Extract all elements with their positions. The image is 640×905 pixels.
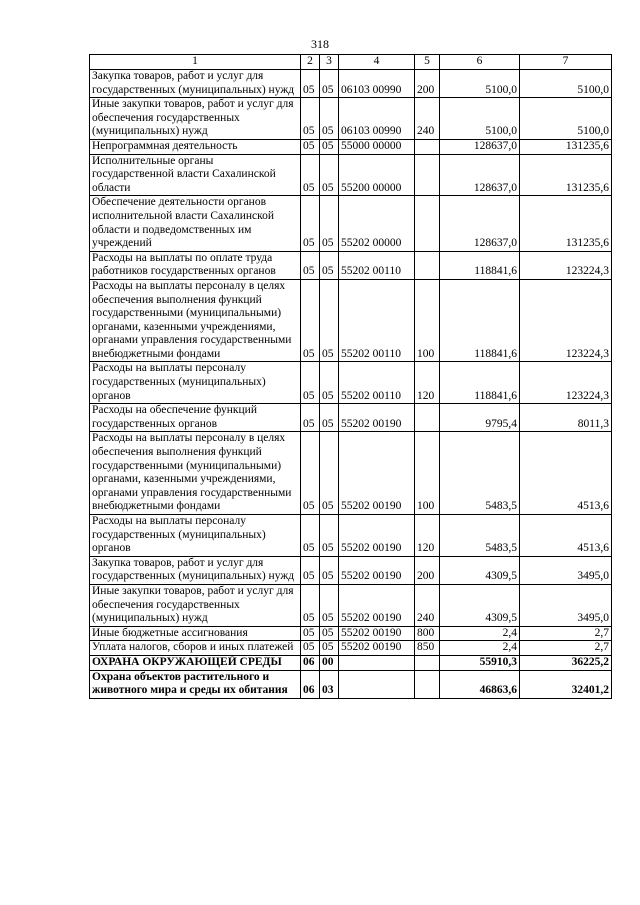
row-expense-type-cell: 120 [415,515,440,557]
row-subsection-cell: 05 [320,432,339,515]
row-section-cell: 05 [301,362,320,404]
row-target-article-cell: 55202 00190 [339,432,415,515]
row-amount-year2-cell: 32401,2 [520,670,612,698]
row-expense-type-cell: 240 [415,584,440,626]
header-cell: 7 [520,55,612,70]
row-section-cell: 05 [301,515,320,557]
row-amount-year2-cell: 123224,3 [520,362,612,404]
header-cell: 1 [90,55,301,70]
row-name-cell: Расходы на выплаты персоналу в целях обеспечения выполнения функций государственными (муниципальными) органами, казенными учреждениями, органами управления государственными внебюджетными фондами [90,432,301,515]
row-subsection-cell: 05 [320,626,339,641]
row-name-cell: Исполнительные органы государственной власти Сахалинской области [90,154,301,196]
row-subsection-cell: 05 [320,70,339,98]
row-section-cell: 05 [301,251,320,279]
row-name-cell: Непрограммная деятельность [90,139,301,154]
table-body [90,70,612,699]
row-amount-year1-cell: 4309,5 [440,556,520,584]
header-row [90,55,612,70]
page-number: 318 [311,37,329,51]
row-amount-year1-cell: 55910,3 [440,655,520,670]
row-amount-year2-cell: 4513,6 [520,515,612,557]
row-amount-year1-cell: 128637,0 [440,139,520,154]
row-target-article-cell: 06103 00990 [339,98,415,140]
row-subsection-cell: 05 [320,98,339,140]
header-cell: 5 [415,55,440,70]
row-amount-year1-cell: 5100,0 [440,70,520,98]
row-section-cell: 05 [301,196,320,251]
row-expense-type-cell: 240 [415,98,440,140]
row-amount-year2-cell: 131235,6 [520,196,612,251]
row-expense-type-cell [415,139,440,154]
row-target-article-cell: 55202 00000 [339,196,415,251]
row-amount-year1-cell: 5483,5 [440,432,520,515]
row-amount-year2-cell: 36225,2 [520,655,612,670]
table-row [90,70,612,98]
row-amount-year1-cell: 46863,6 [440,670,520,698]
row-name-cell: ОХРАНА ОКРУЖАЮЩЕЙ СРЕДЫ [90,655,301,670]
row-amount-year1-cell: 128637,0 [440,196,520,251]
row-amount-year2-cell: 131235,6 [520,139,612,154]
row-name-cell: Расходы на обеспечение функций государственных органов [90,404,301,432]
table-row [90,626,612,641]
row-expense-type-cell: 200 [415,556,440,584]
row-amount-year1-cell: 118841,6 [440,279,520,362]
table-row [90,139,612,154]
row-amount-year1-cell: 118841,6 [440,251,520,279]
row-expense-type-cell [415,154,440,196]
table-row [90,251,612,279]
row-section-cell: 05 [301,70,320,98]
row-name-cell: Расходы на выплаты по оплате труда работников государственных органов [90,251,301,279]
row-name-cell: Иные закупки товаров, работ и услуг для обеспечения государственных (муниципальных) нужд [90,584,301,626]
row-name-cell: Обеспечение деятельности органов исполнительной власти Сахалинской области и подведомственных им учреждений [90,196,301,251]
row-name-cell: Иные бюджетные ассигнования [90,626,301,641]
row-subsection-cell: 05 [320,196,339,251]
table-row [90,404,612,432]
row-target-article-cell: 55202 00110 [339,279,415,362]
row-amount-year2-cell: 3495,0 [520,584,612,626]
row-subsection-cell: 05 [320,556,339,584]
row-subsection-cell: 05 [320,139,339,154]
row-subsection-cell: 03 [320,670,339,698]
table-row [90,432,612,515]
row-expense-type-cell: 850 [415,641,440,656]
row-amount-year1-cell: 2,4 [440,641,520,656]
row-amount-year2-cell: 123224,3 [520,279,612,362]
table-row [90,196,612,251]
row-target-article-cell: 55202 00190 [339,626,415,641]
table-row [90,556,612,584]
row-name-cell: Иные закупки товаров, работ и услуг для обеспечения государственных (муниципальных) нужд [90,98,301,140]
row-expense-type-cell: 100 [415,279,440,362]
row-target-article-cell: 55000 00000 [339,139,415,154]
row-name-cell: Закупка товаров, работ и услуг для государственных (муниципальных) нужд [90,556,301,584]
row-name-cell: Закупка товаров, работ и услуг для государственных (муниципальных) нужд [90,70,301,98]
row-name-cell: Расходы на выплаты персоналу государственных (муниципальных) органов [90,362,301,404]
row-amount-year2-cell: 4513,6 [520,432,612,515]
row-subsection-cell: 05 [320,279,339,362]
row-subsection-cell: 05 [320,154,339,196]
row-amount-year1-cell: 9795,4 [440,404,520,432]
row-section-cell: 05 [301,154,320,196]
row-target-article-cell: 55202 00110 [339,251,415,279]
table-row [90,584,612,626]
header-cell: 2 [301,55,320,70]
row-amount-year1-cell: 128637,0 [440,154,520,196]
row-target-article-cell: 55200 00000 [339,154,415,196]
row-name-cell: Расходы на выплаты персоналу в целях обеспечения выполнения функций государственными (муниципальными) органами, казенными учреждениями, органами управления государственными внебюджетными фондами [90,279,301,362]
row-section-cell: 06 [301,670,320,698]
row-expense-type-cell [415,655,440,670]
row-expense-type-cell [415,196,440,251]
row-target-article-cell [339,655,415,670]
row-amount-year2-cell: 3495,0 [520,556,612,584]
row-expense-type-cell [415,404,440,432]
row-name-cell: Расходы на выплаты персоналу государственных (муниципальных) органов [90,515,301,557]
table-row [90,98,612,140]
row-section-cell: 05 [301,279,320,362]
row-expense-type-cell: 100 [415,432,440,515]
row-amount-year1-cell: 5483,5 [440,515,520,557]
row-section-cell: 05 [301,432,320,515]
row-target-article-cell: 55202 00110 [339,362,415,404]
header-cell: 3 [320,55,339,70]
table-row [90,154,612,196]
row-name-cell: Уплата налогов, сборов и иных платежей [90,641,301,656]
row-target-article-cell [339,670,415,698]
budget-table [89,54,612,699]
table-row [90,279,612,362]
row-subsection-cell: 05 [320,584,339,626]
row-amount-year1-cell: 118841,6 [440,362,520,404]
row-subsection-cell: 05 [320,641,339,656]
row-amount-year2-cell: 8011,3 [520,404,612,432]
row-amount-year2-cell: 2,7 [520,626,612,641]
row-expense-type-cell: 800 [415,626,440,641]
row-amount-year2-cell: 123224,3 [520,251,612,279]
table-row [90,641,612,656]
row-target-article-cell: 55202 00190 [339,404,415,432]
row-amount-year2-cell: 5100,0 [520,98,612,140]
row-section-cell: 05 [301,98,320,140]
header-cell: 6 [440,55,520,70]
table-row [90,670,612,698]
row-amount-year2-cell: 131235,6 [520,154,612,196]
table-row [90,515,612,557]
row-section-cell: 06 [301,655,320,670]
row-target-article-cell: 55202 00190 [339,556,415,584]
table-row [90,655,612,670]
row-section-cell: 05 [301,641,320,656]
row-expense-type-cell [415,670,440,698]
row-subsection-cell: 05 [320,515,339,557]
row-amount-year1-cell: 2,4 [440,626,520,641]
row-subsection-cell: 05 [320,404,339,432]
row-expense-type-cell [415,251,440,279]
row-section-cell: 05 [301,626,320,641]
row-section-cell: 05 [301,584,320,626]
row-section-cell: 05 [301,556,320,584]
row-target-article-cell: 55202 00190 [339,641,415,656]
row-amount-year1-cell: 4309,5 [440,584,520,626]
row-section-cell: 05 [301,139,320,154]
row-amount-year2-cell: 2,7 [520,641,612,656]
row-amount-year2-cell: 5100,0 [520,70,612,98]
row-subsection-cell: 05 [320,251,339,279]
row-name-cell: Охрана объектов растительного и животного мира и среды их обитания [90,670,301,698]
header-cell: 4 [339,55,415,70]
row-amount-year1-cell: 5100,0 [440,98,520,140]
row-target-article-cell: 06103 00990 [339,70,415,98]
row-subsection-cell: 05 [320,362,339,404]
row-section-cell: 05 [301,404,320,432]
row-expense-type-cell: 200 [415,70,440,98]
row-target-article-cell: 55202 00190 [339,515,415,557]
row-target-article-cell: 55202 00190 [339,584,415,626]
table-row [90,362,612,404]
row-expense-type-cell: 120 [415,362,440,404]
row-subsection-cell: 00 [320,655,339,670]
